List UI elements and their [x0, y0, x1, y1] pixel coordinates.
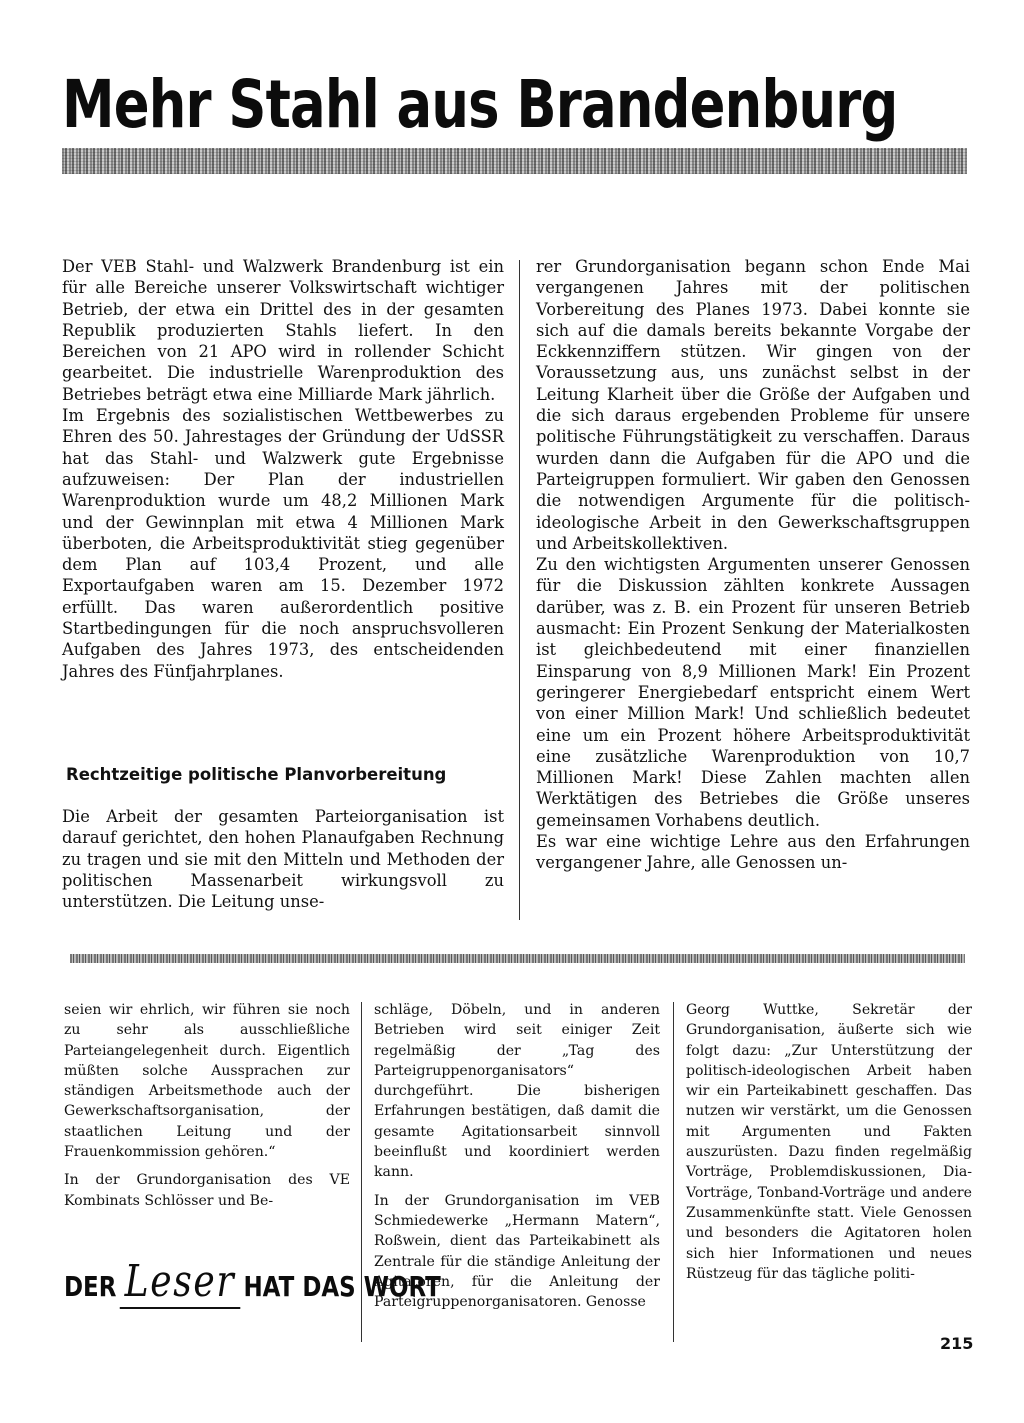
logo-text-leser: Leser	[120, 1256, 240, 1309]
right-paragraph-3: Es war eine wichtige Lehre aus den Erfahrungen vergangener Jahre, alle Genossen un-	[536, 832, 970, 873]
column-divider	[673, 1002, 674, 1342]
section-column	[62, 806, 504, 912]
letters-col1-paragraph-2: In der Grundorganisation des VE Kombinats Schlösser und Be-	[64, 1172, 350, 1209]
letters-col3-paragraph-1: Georg Wuttke, Sekretär der Grundorganisation, äußerte sich wie folgt dazu: „Zur Unterstützung der politisch-ideologischen Arbeit haben wir ein Parteikabinett geschaffen. Das nutzen wir verstärkt, um die Genossen mit Argumenten und Fakten auszurüsten. Dazu finden regelmäßig Vorträge, Problemdiskussionen, Dia-Vorträge, Tonband-Vorträge und andere Zusammenkünfte statt. Viele Genossen und besonders die Agitatoren holen sich hier Informationen und neues Rüstzeug für das tägliche politi-	[686, 1002, 972, 1282]
section-paragraph-1: Die Arbeit der gesamten Parteiorganisation ist darauf gerichtet, den hohen Planaufgaben Rechnung zu tragen und sie mit den Mitteln und Methoden der politischen Massenarbeit wirkungsvoll zu unterstützen. Die Leitung unse-	[62, 807, 504, 912]
der-leser-hat-das-wort-logo	[64, 1258, 441, 1306]
section-heading: Rechtzeitige politische Planvorbereitung	[66, 765, 447, 784]
letters-col1-paragraph-1: seien wir ehrlich, wir führen sie noch zu sehr als ausschließliche Parteiangelegenheit durch. Eigentlich müßten solche Aussprachen zur ständigen Arbeitsmethode auch der Gewerkschaftsorganisation, der staatlichen Leitung und der Frauenkommission gehören.“	[64, 1002, 350, 1161]
right-column	[536, 256, 970, 874]
right-paragraph-2: Zu den wichtigsten Argumenten unserer Genossen für die Diskussion zählten konkrete Aussagen darüber, was z. B. ein Prozent für unseren Betrieb ausmacht: Ein Prozent Senkung der Materialkosten ist gleichbedeutend mit einer finanziellen Einsparung von 8,9 Millionen Mark! Ein Prozent geringerer Energiebedarf entspricht einem Wert von einer Million Mark! Und schließlich bedeutet eine um ein Prozent höhere Arbeitsproduktivität eine zusätzliche Warenproduktion von 10,7 Millionen Mark! Diese Zahlen machten allen Werktätigen des Betriebes die Größe unseres gemeinsamen Vorhabens deutlich.	[536, 555, 970, 830]
column-divider	[519, 260, 520, 920]
headline-rule	[62, 148, 967, 174]
intro-column	[62, 256, 504, 682]
page-number: 215	[940, 1334, 974, 1353]
logo-text-der: DER	[64, 1270, 117, 1303]
headline: Mehr Stahl aus Brandenburg	[62, 66, 898, 143]
intro-paragraph-2: Im Ergebnis des sozialistischen Wettbewerbes zu Ehren des 50. Jahrestages der Gründung der UdSSR hat das Stahl- und Walzwerk gute Ergebnisse aufzuweisen: Der Plan der industriellen Warenproduktion wurde um 48,2 Millionen Mark und der Gewinnplan mit etwa 4 Millionen Mark überboten, die Arbeitsproduktivität stieg gegenüber dem Plan auf 103,4 Prozent, und alle Exportaufgaben waren am 15. Dezember 1972 erfüllt. Das waren außerordentlich positive Startbedingungen für die noch anspruchsvolleren Aufgaben des Jahres 1973, des entscheidenden Jahres des Fünfjahrplanes.	[62, 406, 504, 681]
intro-paragraph-1: Der VEB Stahl- und Walzwerk Brandenburg ist ein für alle Bereiche unserer Volkswirtschaft wichtiger Betrieb, der etwa ein Drittel des in der gesamten Republik produzierten Stahls liefert. In den Bereichen von 21 APO wird in rollender Schicht gearbeitet. Die industrielle Warenproduktion des Betriebes beträgt etwa eine Milliarde Mark jährlich.	[62, 257, 504, 404]
right-paragraph-1: rer Grundorganisation begann schon Ende Mai vergangenen Jahres mit der politischen Vorbereitung des Planes 1973. Dabei konnte sie sich auf die damals bereits bekannte Vorgabe der Eckkennziffern stützen. Wir gingen von der Voraussetzung aus, uns zunächst selbst in der Leitung Klarheit über die Größe der Aufgaben und die sich daraus ergebenden Probleme für unsere politische Führungstätigkeit zu verschaffen. Daraus wurden dann die Aufgaben für die APO und die Parteigruppen formuliert. Wir gaben den Genossen die notwendigen Argumente für die politisch-ideologische Arbeit in den Gewerkschaftsgruppen und Arbeitskollektiven.	[536, 257, 970, 553]
logo-text-hat-das-wort: HAT DAS WORT	[243, 1270, 441, 1303]
section-rule	[70, 954, 965, 963]
letters-column-1	[64, 1000, 350, 1211]
letters-column-3	[686, 1000, 972, 1284]
letters-col2-paragraph-2: In der Grundorganisation im VEB Schmiedewerke „Hermann Matern“, Roßwein, dient das Parteikabinett als Zentrale für die ständige Anleitung der Agitatoren, für die Anleitung der Parteigruppenorganisatoren. Genosse	[374, 1192, 660, 1311]
letters-col2-paragraph-1: schläge, Döbeln, und in anderen Betrieben wird seit einiger Zeit regelmäßig der „Tag des Parteigruppenorganisators“ durchgeführt. Die bisherigen Erfahrungen bestätigen, daß damit die gesamte Agitationsarbeit sinnvoll beeinflußt und koordiniert werden kann.	[374, 1002, 660, 1181]
